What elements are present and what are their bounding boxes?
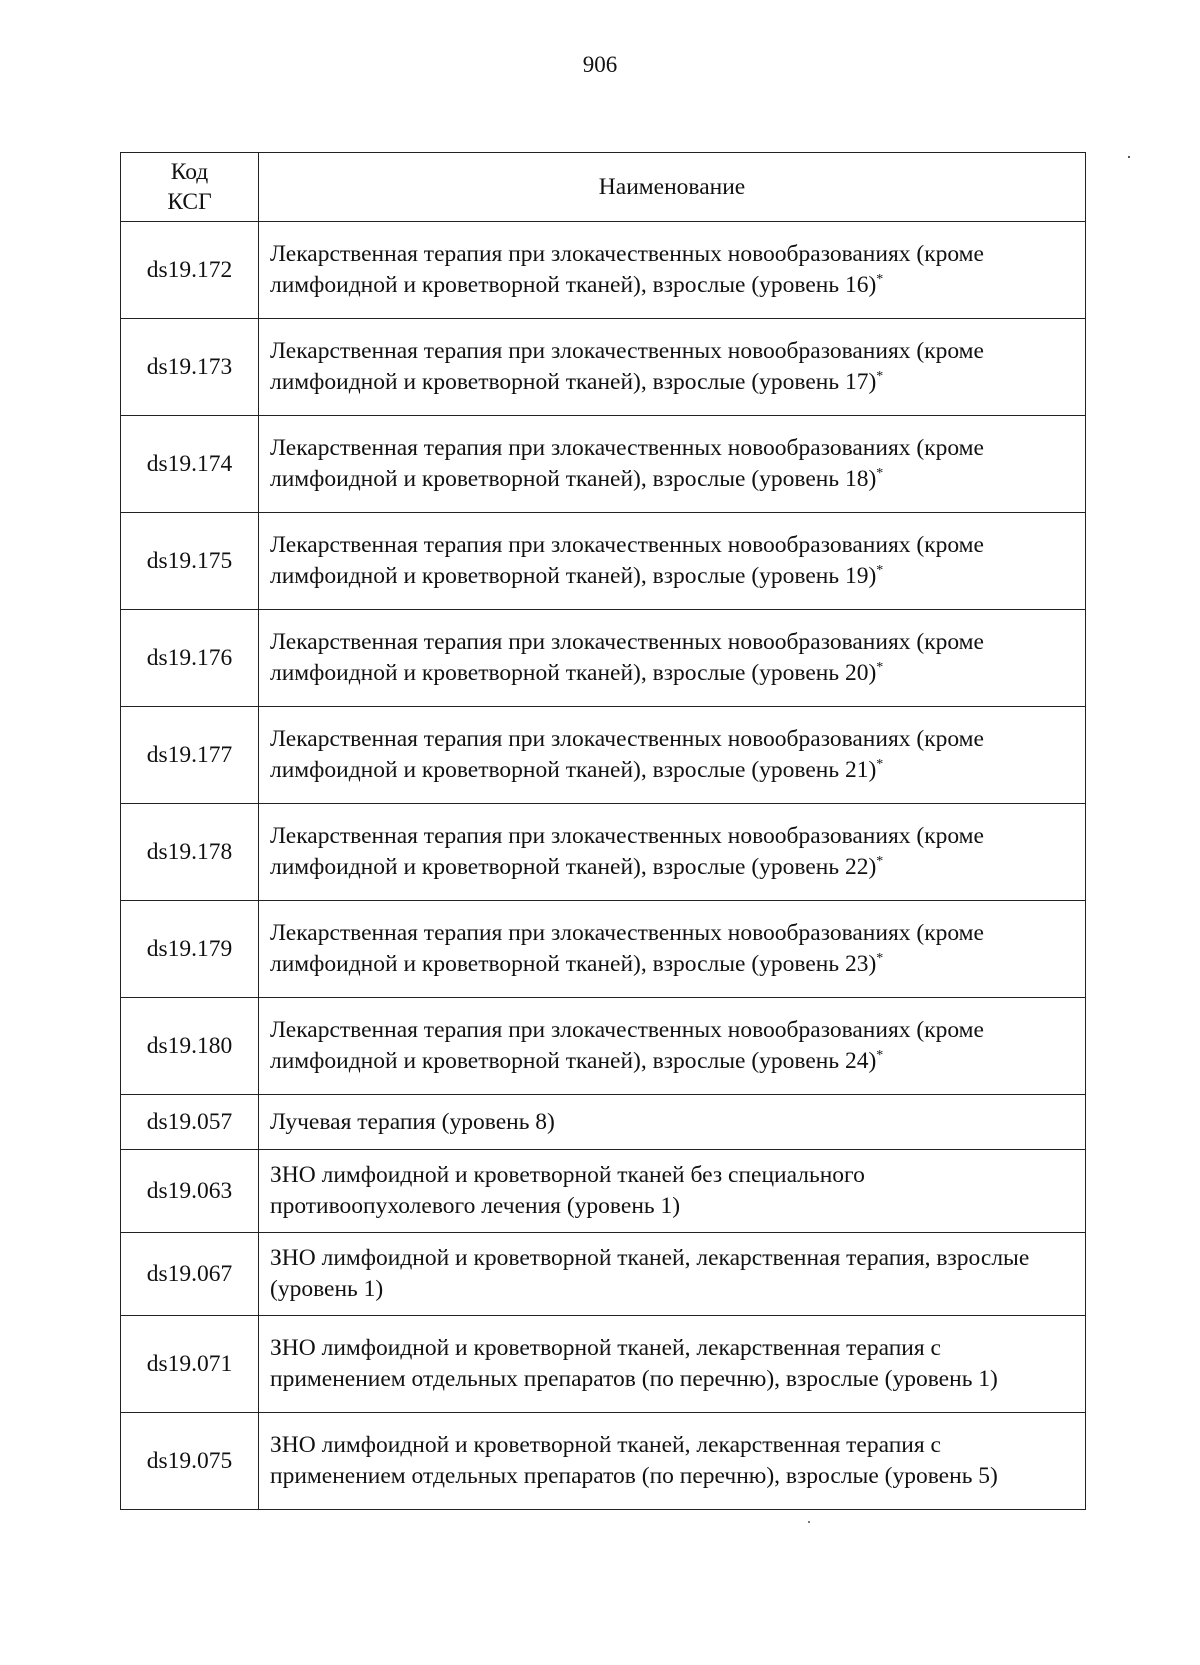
- row-name: ЗНО лимфоидной и кроветворной тканей без специального противоопухолевого лечения (уровень 1): [259, 1150, 1086, 1233]
- row-name: [259, 222, 1086, 319]
- row-name: [259, 707, 1086, 804]
- scan-speck: [1128, 156, 1130, 158]
- table-row: [121, 707, 1086, 804]
- row-name-text: Лекарственная терапия при злокачественных новообразованиях (кроме лимфоидной и кроветворной тканей), взрослые (уровень 16): [270, 241, 984, 298]
- row-code: ds19.075: [121, 1413, 259, 1510]
- page-number: 906: [582, 52, 618, 77]
- table-row: [121, 513, 1086, 610]
- row-name-text: Лекарственная терапия при злокачественных новообразованиях (кроме лимфоидной и кроветворной тканей), взрослые (уровень 24): [270, 1017, 984, 1074]
- row-name: [259, 319, 1086, 416]
- row-name-text: Лекарственная терапия при злокачественных новообразованиях (кроме лимфоидной и кроветворной тканей), взрослые (уровень 20): [270, 629, 984, 686]
- table-header-row: [121, 153, 1086, 222]
- footnote-mark: *: [876, 854, 884, 870]
- table-row: [121, 610, 1086, 707]
- table-row: [121, 1233, 1086, 1316]
- table-row: [121, 416, 1086, 513]
- row-code: ds19.067: [121, 1233, 259, 1316]
- header-code-line1: Код: [170, 159, 209, 185]
- row-name: [259, 804, 1086, 901]
- table-row: [121, 1150, 1086, 1233]
- table-row: [121, 1316, 1086, 1413]
- row-name: ЗНО лимфоидной и кроветворной тканей, лекарственная терапия с применением отдельных препаратов (по перечню), взрослые (уровень 1): [259, 1316, 1086, 1413]
- row-name-text: Лекарственная терапия при злокачественных новообразованиях (кроме лимфоидной и кроветворной тканей), взрослые (уровень 22): [270, 823, 984, 880]
- row-code: ds19.177: [121, 707, 259, 804]
- row-code: ds19.175: [121, 513, 259, 610]
- footnote-mark: *: [876, 272, 884, 288]
- row-name: [259, 513, 1086, 610]
- row-name: ЗНО лимфоидной и кроветворной тканей, лекарственная терапия с применением отдельных препаратов (по перечню), взрослые (уровень 5): [259, 1413, 1086, 1510]
- row-code: ds19.172: [121, 222, 259, 319]
- table-row: [121, 1413, 1086, 1510]
- row-name: [259, 416, 1086, 513]
- row-code: ds19.180: [121, 998, 259, 1095]
- footnote-mark: *: [876, 466, 884, 482]
- row-code: ds19.173: [121, 319, 259, 416]
- table-row: [121, 319, 1086, 416]
- row-name: [259, 901, 1086, 998]
- row-code: ds19.057: [121, 1095, 259, 1150]
- row-name-text: Лекарственная терапия при злокачественных новообразованиях (кроме лимфоидной и кроветворной тканей), взрослые (уровень 18): [270, 435, 984, 492]
- ksg-table: [120, 152, 1086, 1510]
- row-code: ds19.178: [121, 804, 259, 901]
- table-row: [121, 222, 1086, 319]
- table-row: [121, 998, 1086, 1095]
- row-name-text: Лекарственная терапия при злокачественных новообразованиях (кроме лимфоидной и кроветворной тканей), взрослые (уровень 21): [270, 726, 984, 783]
- row-name: ЗНО лимфоидной и кроветворной тканей, лекарственная терапия, взрослые (уровень 1): [259, 1233, 1086, 1316]
- scan-speck: [808, 1521, 810, 1523]
- row-name-text: Лекарственная терапия при злокачественных новообразованиях (кроме лимфоидной и кроветворной тканей), взрослые (уровень 19): [270, 532, 984, 589]
- header-code-line2: КСГ: [167, 189, 212, 215]
- header-name: Наименование: [259, 153, 1086, 222]
- footnote-mark: *: [876, 369, 884, 385]
- footnote-mark: *: [876, 757, 884, 773]
- row-name: [259, 998, 1086, 1095]
- footnote-mark: *: [876, 660, 884, 676]
- row-code: ds19.063: [121, 1150, 259, 1233]
- table-row: [121, 804, 1086, 901]
- table-row: [121, 1095, 1086, 1150]
- row-code: ds19.179: [121, 901, 259, 998]
- header-code: [121, 153, 259, 222]
- row-code: ds19.071: [121, 1316, 259, 1413]
- footnote-mark: *: [876, 563, 884, 579]
- row-code: ds19.176: [121, 610, 259, 707]
- table-row: [121, 901, 1086, 998]
- footnote-mark: *: [876, 951, 884, 967]
- row-name: [259, 610, 1086, 707]
- row-name-text: Лекарственная терапия при злокачественных новообразованиях (кроме лимфоидной и кроветворной тканей), взрослые (уровень 23): [270, 920, 984, 977]
- row-code: ds19.174: [121, 416, 259, 513]
- row-name: Лучевая терапия (уровень 8): [259, 1095, 1086, 1150]
- footnote-mark: *: [876, 1048, 884, 1064]
- row-name-text: Лекарственная терапия при злокачественных новообразованиях (кроме лимфоидной и кроветворной тканей), взрослые (уровень 17): [270, 338, 984, 395]
